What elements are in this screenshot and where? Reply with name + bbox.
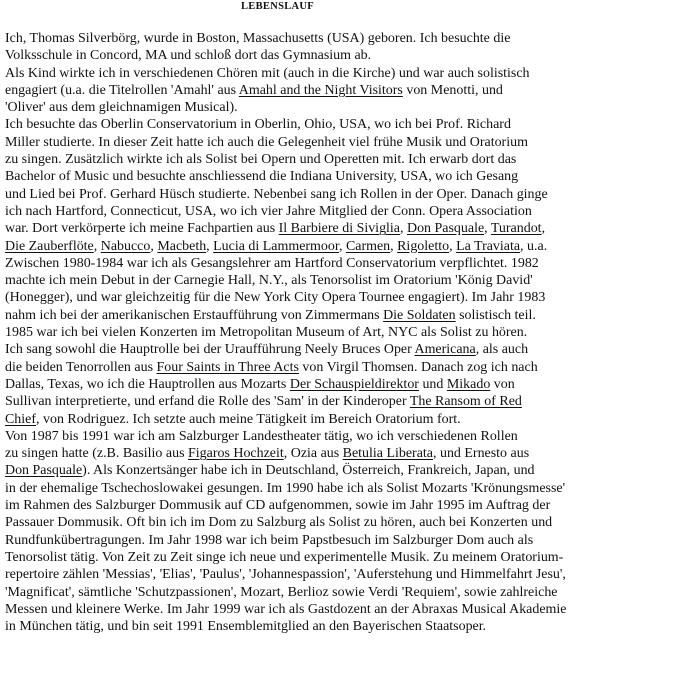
- text-line: [5, 428, 693, 445]
- underlined-work-title: Don Pasquale: [406, 221, 485, 237]
- text-line: [5, 186, 693, 203]
- text-run: Passauer Dommusik. Oft bin ich im Dom zu Salzburg als Solist zu hören, auch bei Konzerten und: [5, 515, 553, 531]
- text-line: [5, 514, 693, 531]
- underlined-work-title: The Ransom of Red: [409, 394, 522, 410]
- text-run: Bachelor of Music und besuchte anschliessend die Indiana University, USA, wo ich Gesang: [5, 169, 519, 185]
- text-line: [5, 65, 693, 82]
- underlined-work-title: Die Soldaten: [383, 307, 456, 323]
- text-run: ,: [484, 221, 491, 237]
- text-run: ich nach Hartford, Connecticut, USA, wo ich vier Jahre Mitglied der Conn. Opera Association: [5, 203, 532, 219]
- underlined-work-title: Betulia Liberata: [342, 446, 433, 462]
- text-run: machte ich mein Debut in der Carnegie Hall, N.Y., als Tenorsolist im Oratorium 'König David': [5, 273, 533, 289]
- underlined-work-title: Amahl and the Night Visitors: [238, 82, 403, 98]
- text-run: nahm ich bei der amerikanischen Erstaufführung von Zimmermans: [5, 307, 384, 323]
- text-run: solistisch teil.: [455, 307, 536, 323]
- underlined-work-title: La Traviata: [456, 238, 521, 254]
- text-line: [5, 289, 693, 306]
- text-line: [5, 497, 693, 514]
- underlined-work-title: Don Pasquale: [5, 463, 83, 479]
- text-run: , als auch: [475, 342, 529, 358]
- text-run: engagiert (u.a. die Titelrollen 'Amahl' aus: [5, 82, 239, 98]
- text-line: [5, 566, 693, 583]
- text-run: ,: [93, 238, 101, 254]
- underlined-work-title: Rigoletto: [397, 238, 450, 254]
- underlined-work-title: Die Zauberflöte: [5, 238, 94, 254]
- underlined-work-title: Nabucco: [100, 238, 151, 254]
- text-run: im Rahmen des Salzburger Dommusik auf CD aufgenommen, sowie im Jahr 1995 im Auftrag der: [5, 498, 551, 514]
- text-line: [5, 203, 693, 220]
- text-line: [5, 272, 693, 289]
- text-run: ,: [150, 238, 158, 254]
- text-line: [5, 307, 693, 324]
- document-title: LEBENSLAUF: [240, 1, 315, 12]
- text-line: [5, 462, 693, 479]
- underlined-work-title: Carmen: [345, 238, 391, 254]
- text-run: Als Kind wirkte ich in verschiedenen Chören mit (auch in die Kirche) und war auch solistisch: [5, 65, 530, 81]
- text-run: repertoire zählen 'Messias', 'Elias', 'Paulus', 'Johannespassion', 'Auferstehung und Himmelfahrt Jesu',: [5, 567, 566, 583]
- text-run: von Virgil Thomsen. Danach zog ich nach: [298, 359, 538, 375]
- text-run: Sullivan interpretierte, und erfand die Rolle des 'Sam' in der Kinderoper: [5, 394, 410, 410]
- text-run: , u.a.: [520, 238, 548, 254]
- text-run: Dallas, Texas, wo ich die Hauptrollen aus Mozarts: [5, 376, 290, 392]
- text-run: ). Als Konzertsänger habe ich in Deutschland, Österreich, Frankreich, Japan, und: [82, 463, 535, 479]
- text-line: [5, 480, 693, 497]
- text-run: war. Dort verkörperte ich meine Fachpartien aus: [5, 221, 279, 237]
- text-line: [5, 151, 693, 168]
- text-line: [5, 324, 693, 341]
- underlined-work-title: Four Saints in Three Acts: [156, 359, 299, 375]
- text-run: in München tätig, und bin seit 1991 Ensemblemitglied an den Bayerischen Staatsoper.: [5, 619, 487, 635]
- text-line: [5, 549, 693, 566]
- text-run: die beiden Tenorrollen aus: [5, 359, 157, 375]
- text-line: [5, 532, 693, 549]
- text-run: Messen und kleinere Werke. Im Jahr 1999 war ich als Gastdozent an der Abraxas Musical Akademie: [5, 601, 567, 617]
- text-run: und: [418, 376, 447, 392]
- text-line: [5, 393, 693, 410]
- text-run: Zwischen 1980-1984 war ich als Gesangslehrer am Hartford Conservatorium verpflichtet. 1982: [5, 255, 539, 271]
- text-run: 'Oliver' aus dem gleichnamigen Musical).: [5, 100, 238, 116]
- text-run: (Honegger), und war gleichzeitig für die New York City Opera Tournee engagiert). Im Jahr 1983: [5, 290, 546, 306]
- text-run: , Ozia aus: [283, 446, 343, 462]
- text-run: 'Magnificat', sämtliche 'Schutzpassionen', Mozart, Berlioz sowie Verdi 'Requiem', sowie zahlreiche: [5, 584, 558, 600]
- text-run: Ich besuchte das Oberlin Conservatorium in Oberlin, Ohio, USA, wo ich bei Prof. Richard: [5, 117, 511, 133]
- text-run: von: [490, 376, 515, 392]
- text-line: [5, 30, 693, 47]
- underlined-work-title: Turandot: [490, 221, 542, 237]
- text-run: Miller studierte. In dieser Zeit hatte ich auch die Gelegenheit viel frühe Musik und Oratorium: [5, 134, 528, 150]
- text-line: [5, 445, 693, 462]
- text-run: Von 1987 bis 1991 war ich am Salzburger Landestheater tätig, wo ich verschiedenen Rollen: [5, 428, 518, 444]
- underlined-work-title: Il Barbiere di Siviglia: [278, 221, 401, 237]
- text-run: ,: [206, 238, 214, 254]
- underlined-work-title: Chief: [5, 411, 37, 427]
- text-line: [5, 584, 693, 601]
- text-run: Ich sang sowohl die Hauptrolle bei der Uraufführung Neely Bruces Oper: [5, 342, 415, 358]
- text-line: [5, 220, 693, 237]
- text-line: [5, 601, 693, 618]
- text-line: [5, 116, 693, 133]
- underlined-work-title: Figaros Hochzeit: [187, 446, 284, 462]
- text-run: Tenorsolist tätig. Von Zeit zu Zeit singe ich neue und experimentelle Musik. Zu meinem Oratorium-: [5, 549, 564, 565]
- text-run: ,: [541, 221, 546, 237]
- text-run: Volksschule in Concord, MA und schloß dort das Gymnasium ab.: [5, 48, 372, 64]
- text-line: [5, 99, 693, 116]
- text-line: [5, 82, 693, 99]
- underlined-work-title: Mikado: [446, 376, 491, 392]
- underlined-work-title: Der Schauspieldirektor: [289, 376, 419, 392]
- text-run: , und Ernesto aus: [432, 446, 530, 462]
- text-run: zu singen hatte (z.B. Basilio aus: [5, 446, 188, 462]
- text-run: in der ehemalige Tschechoslowakei gesungen. Im 1990 habe ich als Solist Mozarts 'Krönungsmesse': [5, 480, 566, 496]
- text-run: ,: [390, 238, 398, 254]
- text-line: [5, 618, 693, 635]
- text-run: ,: [338, 238, 346, 254]
- text-line: [5, 255, 693, 272]
- text-run: von Menotti, und: [402, 82, 503, 98]
- text-line: [5, 376, 693, 393]
- text-run: Rundfunkübertragungen. Im Jahr 1998 war ich beim Papstbesuch im Salzburger Dom auch als: [5, 532, 534, 548]
- text-line: [5, 359, 693, 376]
- text-line: [5, 47, 693, 64]
- biography-text: [5, 30, 695, 635]
- underlined-work-title: Macbeth: [157, 238, 207, 254]
- text-line: [5, 411, 693, 428]
- text-run: und Lied bei Prof. Gerhard Hüsch studierte. Nebenbei sang ich Rollen in der Oper. Danach ginge: [5, 186, 548, 202]
- text-run: ,: [449, 238, 457, 254]
- underlined-work-title: Americana: [414, 342, 476, 358]
- text-run: Ich, Thomas Silverbörg, wurde in Boston, Massachusetts (USA) geboren. Ich besuchte die: [5, 31, 511, 46]
- text-run: , von Rodriguez. Ich setzte auch meine Tätigkeit im Bereich Oratorium fort.: [36, 411, 461, 427]
- text-run: ,: [400, 221, 407, 237]
- text-line: [5, 134, 693, 151]
- text-line: [5, 238, 693, 255]
- text-run: zu singen. Zusätzlich wirkte ich als Solist bei Opern und Operetten mit. Ich erwarb dort das: [5, 152, 517, 168]
- underlined-work-title: Lucia di Lammermoor: [213, 238, 339, 254]
- text-line: [5, 341, 693, 358]
- text-line: [5, 168, 693, 185]
- text-run: 1985 war ich bei vielen Konzerten im Metropolitan Museum of Art, NYC als Solist zu hören.: [5, 325, 528, 341]
